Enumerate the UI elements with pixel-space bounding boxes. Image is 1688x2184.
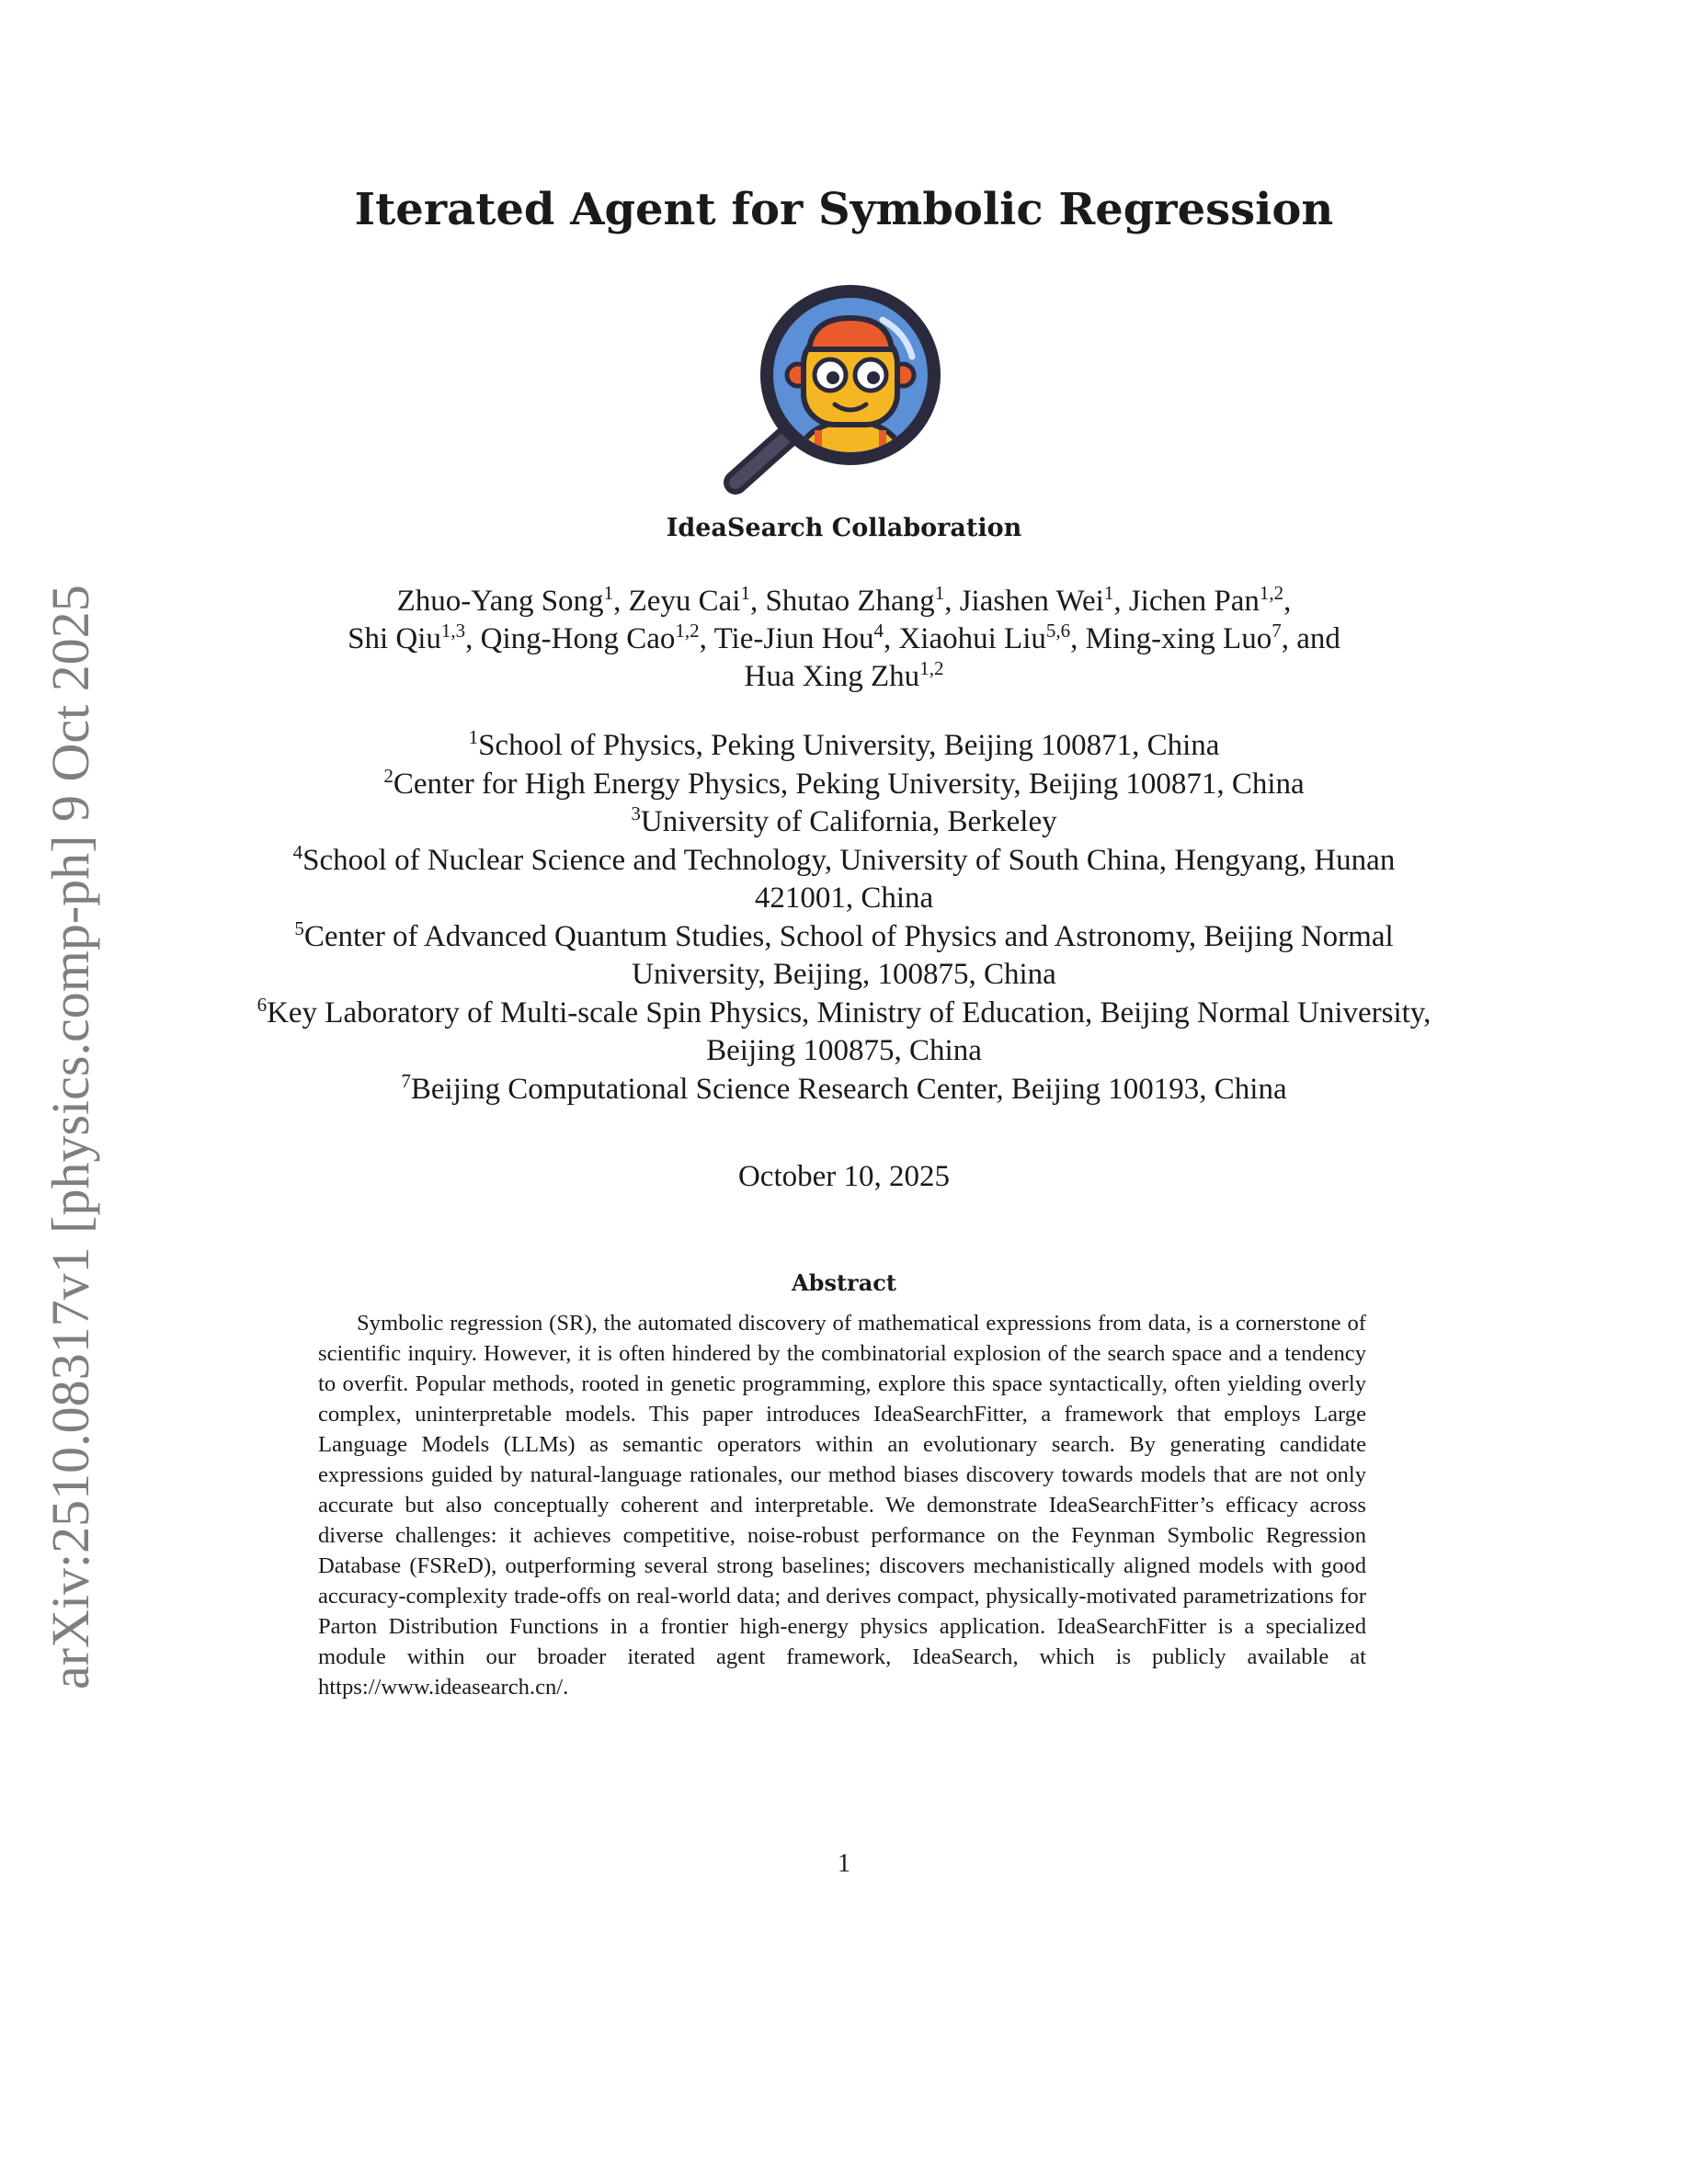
paper-title: Iterated Agent for Symbolic Regression bbox=[354, 184, 1334, 235]
author: Ming-xing Luo$^7$, and bbox=[1085, 620, 1340, 655]
author: Zeyu Cai$^1$, bbox=[628, 582, 766, 618]
publication-date: October 10, 2025 bbox=[737, 1160, 951, 1193]
affiliation: $^5$Center of Advanced Quantum Studies, School of Physics and Astronomy, Beijing Normal University, Beijing, 100875, China bbox=[294, 916, 1394, 991]
page-number: 1 bbox=[838, 1849, 850, 1878]
affiliation: $^3$University of California, Berkeley bbox=[631, 802, 1057, 838]
author: Shutao Zhang$^1$, bbox=[765, 582, 960, 618]
magnifier-robot-icon bbox=[717, 276, 965, 496]
arxiv-identifier-stamp: arXiv:2510.08317v1 [physics.comp-ph] 9 Oct 2025 bbox=[40, 585, 100, 1689]
abstract-heading: Abstract bbox=[792, 1269, 896, 1296]
affiliation: $^1$School of Physics, Peking University, Beijing 100871, China bbox=[468, 726, 1220, 762]
author: Shi Qiu$^{1,3}$, bbox=[348, 620, 481, 655]
affiliation-list bbox=[246, 727, 1442, 1109]
author: Tie-Jiun Hou$^4$, bbox=[713, 620, 899, 655]
author: Zhuo-Yang Song$^1$, bbox=[396, 582, 629, 618]
author: Jichen Pan$^{1,2}$, bbox=[1128, 582, 1292, 618]
affiliation: $^7$Beijing Computational Science Research Center, Beijing 100193, China bbox=[401, 1069, 1287, 1106]
author: Jiashen Wei$^1$, bbox=[959, 582, 1129, 618]
affiliation: $^4$School of Nuclear Science and Technology, University of South China, Hengyang, Hunan 421001, China bbox=[292, 840, 1396, 915]
author: Qing-Hong Cao$^{1,2}$, bbox=[480, 620, 714, 655]
author-list bbox=[246, 583, 1442, 696]
affiliation: $^2$Center for High Energy Physics, Peking University, Beijing 100871, China bbox=[383, 764, 1305, 801]
abstract-body: Symbolic regression (SR), the automated discovery of mathematical expressions from data, is a cornerstone of scientific inquiry. However, it is often hindered by the combinatorial explosion of the search space and a tendency to overfit. Popular methods, rooted in genetic programming, explore this space syntactically, often yielding overly complex, uninterpretable models. This paper introduces IdeaSearchFitter, a framework that employs Large Language Models (LLMs) as semantic operators within an evolutionary search. By generating candidate expressions guided by natural-language rationales, our method biases discovery towards models that are not only accurate but also conceptually coherent and interpretable. We demonstrate IdeaSearchFitter’s efficacy across diverse challenges: it achieves competitive, noise-robust performance on the Feynman Symbolic Regression Database (FSReD), outperforming several strong baselines; discovers mechanistically aligned models with good accuracy-complexity trade-offs on real-world data; and derives compact, physically-motivated parametrizations for Parton Distribution Functions in a frontier high-energy physics application. IdeaSearchFitter is a specialized module within our broader iterated agent framework, IdeaSearch, which is publicly available at https://www.ideasearch.cn/. bbox=[318, 1311, 1366, 1700]
author: Xiaohui Liu$^{5,6}$, bbox=[898, 620, 1086, 655]
affiliation: $^6$Key Laboratory of Multi-scale Spin Physics, Ministry of Education, Beijing Normal University, Beijing 100875, China bbox=[257, 993, 1431, 1067]
author: Hua Xing Zhu$^{1,2}$ bbox=[744, 657, 944, 693]
collaboration-name: IdeaSearch Collaboration bbox=[666, 514, 1022, 542]
